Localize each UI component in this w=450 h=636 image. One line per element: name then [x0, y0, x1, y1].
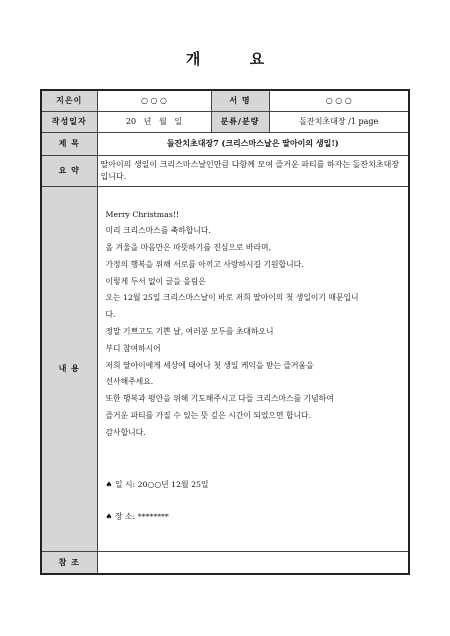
subject-row — [41, 132, 409, 155]
content-line: 미리 크리스마스를 축하합니다. — [105, 226, 211, 236]
summary-value: 딸아이의 생일이 크리스마스날인만큼 다함께 모여 즐거운 파티를 하자는 돌잔치초대장입니다. — [97, 155, 409, 186]
signature-value: ○ ○ ○ — [269, 90, 409, 111]
content-line: 또한 행복과 평안을 위해 기도해주시고 다들 크리스마스를 기념하여 — [105, 394, 334, 404]
content-line: 부디 참여하시어 — [105, 343, 161, 353]
category-value: 돌잔치초대장 /1 page — [269, 111, 409, 132]
content-line: 가정의 행복을 위해 서로를 아끼고 사랑하시길 기원합니다. — [105, 259, 304, 269]
content-line: 선사해주세요. — [105, 377, 154, 387]
author-label: 지은이 — [41, 90, 97, 111]
content-line: Merry Christmas!! — [105, 209, 180, 219]
subject-label: 제 목 — [41, 132, 97, 155]
content-line: 올 겨울을 마음만은 따뜻하기를 진심으로 바라며, — [105, 243, 272, 253]
content-body — [97, 186, 409, 551]
summary-label: 요 약 — [41, 155, 97, 186]
reference-value — [97, 551, 409, 574]
content-row — [41, 186, 409, 551]
reference-row — [41, 551, 409, 574]
event-place-line: ♠ 장 소: ******** — [105, 512, 169, 522]
author-value: ○ ○ ○ — [97, 90, 211, 111]
category-label: 분류/분량 — [211, 111, 269, 132]
content-line: 다. — [105, 310, 116, 320]
reference-label: 참 조 — [41, 551, 97, 574]
date-value: 20 년 월 일 — [97, 111, 211, 132]
content-lines — [106, 207, 403, 442]
content-line: 저희 딸아이에게 세상에 태어나 첫 생일 케익을 받는 즐거움을 — [105, 360, 314, 370]
date-label: 작성일자 — [41, 111, 97, 132]
signature-label: 서 명 — [211, 90, 269, 111]
content-line: 오는 12월 25일 크리스마스날이 바로 저희 딸아이의 첫 생일이기 때문입니 — [105, 293, 359, 303]
content-line: 감사합니다. — [105, 427, 146, 437]
summary-form-table — [40, 89, 410, 575]
author-row — [41, 90, 409, 111]
summary-row — [41, 155, 409, 186]
subject-value: 돌잔치초대장7 (크리스마스날은 딸아이의 생일!) — [97, 132, 409, 155]
content-line: 이렇게 두서 없이 글을 올림은 — [105, 276, 206, 286]
event-date-line: ♠ 일 시: 20○○년 12월 25일 — [105, 479, 209, 489]
page-title: 개 요 — [185, 50, 287, 68]
date-row — [41, 111, 409, 132]
content-line: 정말 기쁘고도 기쁜 날, 여러분 모두를 초대하오니 — [105, 327, 274, 337]
content-label: 내 용 — [41, 186, 97, 551]
content-line: 즐거운 파티를 가질 수 있는 뜻 깊은 시간이 되었으면 합니다. — [105, 411, 312, 421]
